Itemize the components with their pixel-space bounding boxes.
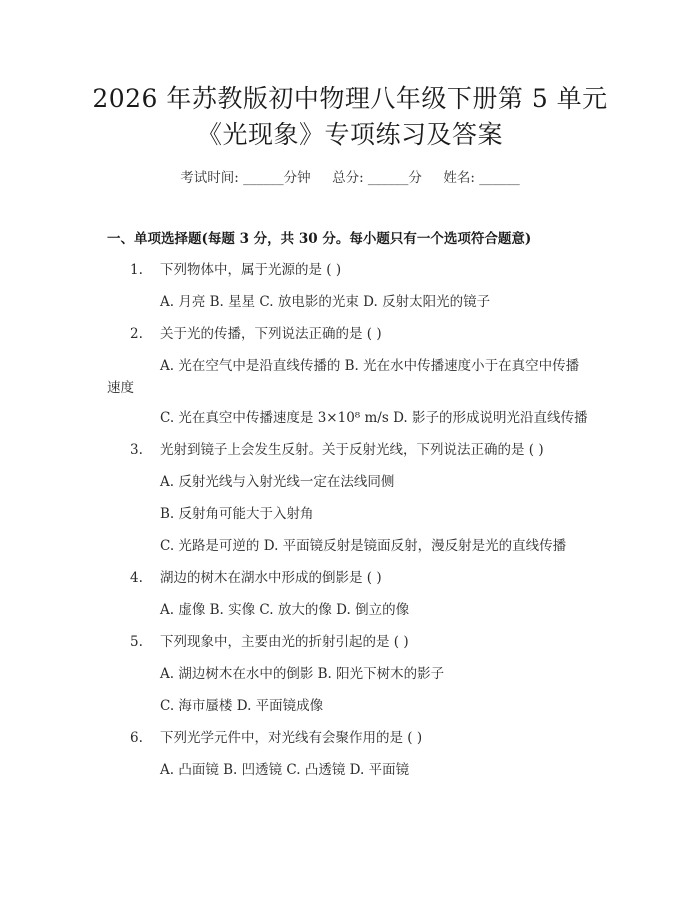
question-options: C. 光在真空中传播速度是 3×10⁸ m/s D. 影子的形成说明光沿直线传播 xyxy=(160,410,588,426)
question-options: A. 湖边树木在水中的倒影 B. 阳光下树木的影子 xyxy=(160,666,445,682)
question-options: A. 反射光线与入射光线一定在法线同侧 xyxy=(160,474,395,490)
document-title-line1: 2026 年苏教版初中物理八年级下册第 5 单元 xyxy=(92,84,608,113)
question-text: 关于光的传播，下列说法正确的是 ( ) xyxy=(160,326,382,342)
document-title-line2: 《光现象》专项练习及答案 xyxy=(196,120,503,149)
question-options: A. 光在空气中是沿直线传播的 B. 光在水中传播速度小于在真空中传播 xyxy=(160,358,580,374)
question-number: 4. xyxy=(130,570,143,586)
question-options: C. 海市蜃楼 D. 平面镜成像 xyxy=(160,698,324,714)
question-number: 6. xyxy=(130,730,143,746)
question-text: 光射到镜子上会发生反射。关于反射光线，下列说法正确的是 ( ) xyxy=(160,442,544,458)
question-number: 3. xyxy=(130,442,143,458)
question-options: A. 虚像 B. 实像 C. 放大的像 D. 倒立的像 xyxy=(160,602,410,618)
question-options: A. 凸面镜 B. 凹透镜 C. 凸透镜 D. 平面镜 xyxy=(160,762,410,778)
question-text: 下列物体中，属于光源的是 ( ) xyxy=(160,262,342,278)
question-number: 1. xyxy=(130,262,143,278)
question-options: A. 月亮 B. 星星 C. 放电影的光束 D. 反射太阳光的镜子 xyxy=(160,294,491,310)
question-number: 2. xyxy=(130,326,143,342)
question-number: 5. xyxy=(130,634,143,650)
question-text: 湖边的树木在湖水中形成的倒影是 ( ) xyxy=(160,570,382,586)
question-text: 下列现象中，主要由光的折射引起的是 ( ) xyxy=(160,634,409,650)
question-options-wrap: 速度 xyxy=(107,380,134,396)
question-options: B. 反射角可能大于入射角 xyxy=(160,506,314,522)
exam-info: 考试时间: ______分钟 总分: ______分 姓名: ______ xyxy=(180,170,520,186)
question-text: 下列光学元件中，对光线有会聚作用的是 ( ) xyxy=(160,730,423,746)
section-heading: 一、单项选择题(每题 3 分，共 30 分。每小题只有一个选项符合题意) xyxy=(107,231,532,247)
question-options: C. 光路是可逆的 D. 平面镜反射是镜面反射，漫反射是光的直线传播 xyxy=(160,538,567,554)
